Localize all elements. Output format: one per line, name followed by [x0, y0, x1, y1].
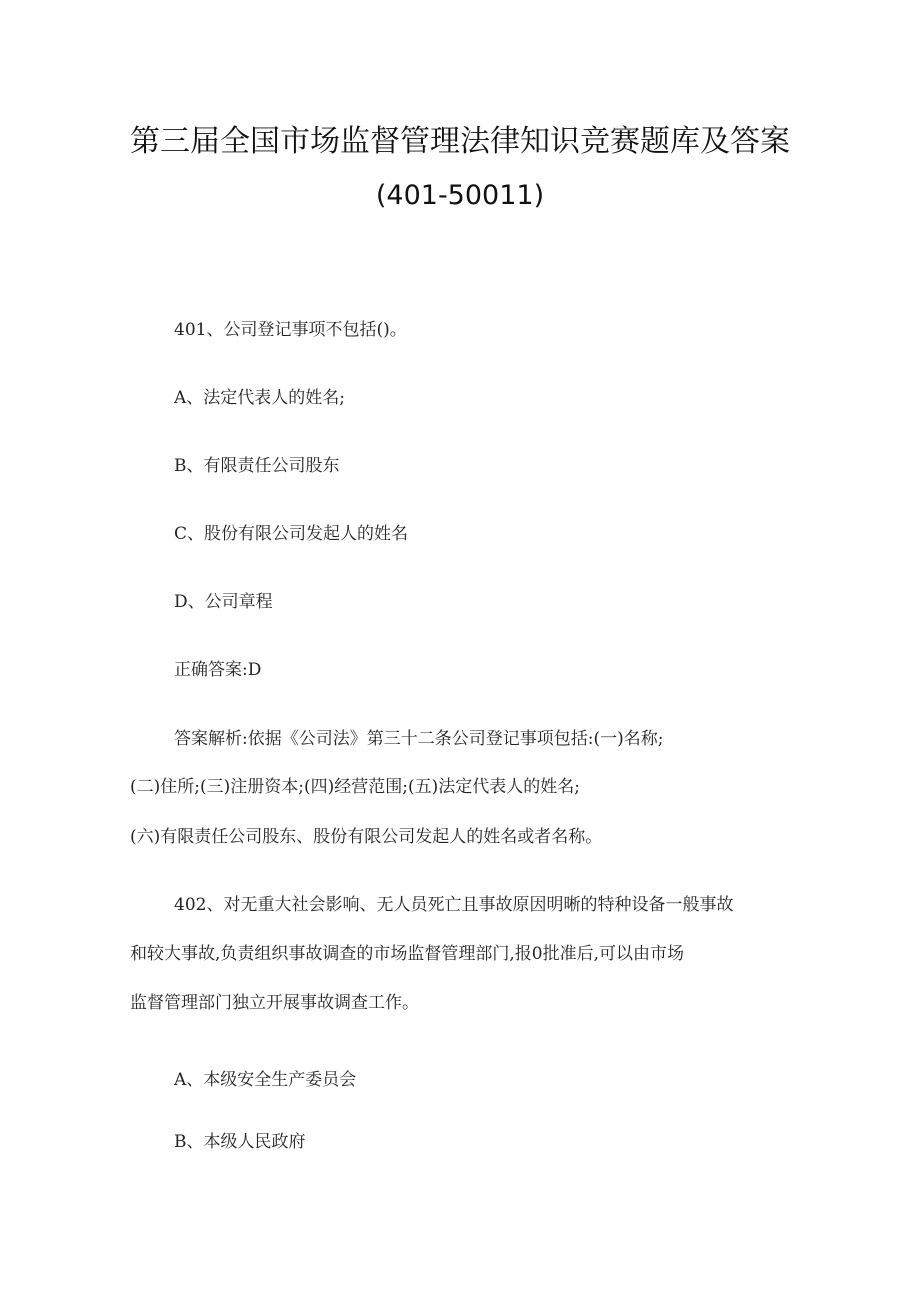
question-401-analysis-line: (六)有限责任公司股东、股份有限公司发起人的姓名或者名称。 — [130, 827, 603, 847]
document-title: 第三届全国市场监督管理法律知识竞赛题库及答案 — [130, 124, 790, 159]
question-402-stem-line: 监督管理部门独立开展事故调查工作。 — [130, 993, 419, 1013]
question-402-stem-line: 402、对无重大社会影响、无人员死亡且事故原因明晰的特种设备一般事故 — [174, 895, 734, 915]
question-401-option-c: C、股份有限公司发起人的姓名 — [174, 524, 409, 544]
question-401-analysis-line: (二)住所;(三)注册资本;(四)经营范围;(五)法定代表人的姓名; — [130, 777, 580, 797]
question-401-option-a: A、法定代表人的姓名; — [174, 388, 346, 408]
question-401-option-b: B、有限责任公司股东 — [174, 456, 340, 476]
question-402-option-b: B、本级人民政府 — [174, 1132, 306, 1152]
question-402-option-a: A、本级安全生产委员会 — [174, 1070, 357, 1090]
question-401-stem: 401、公司登记事项不包括()。 — [174, 320, 407, 340]
question-401-answer: 正确答案:D — [174, 660, 262, 680]
document-subtitle: (401-50011) — [375, 180, 545, 211]
question-401-option-d: D、公司章程 — [174, 592, 273, 612]
question-401-analysis-line: 答案解析:依据《公司法》第三十二条公司登记事项包括:(一)名称; — [174, 729, 664, 749]
question-402-stem-line: 和较大事故,负责组织事故调查的市场监督管理部门,报0批准后,可以由市场 — [130, 944, 685, 964]
